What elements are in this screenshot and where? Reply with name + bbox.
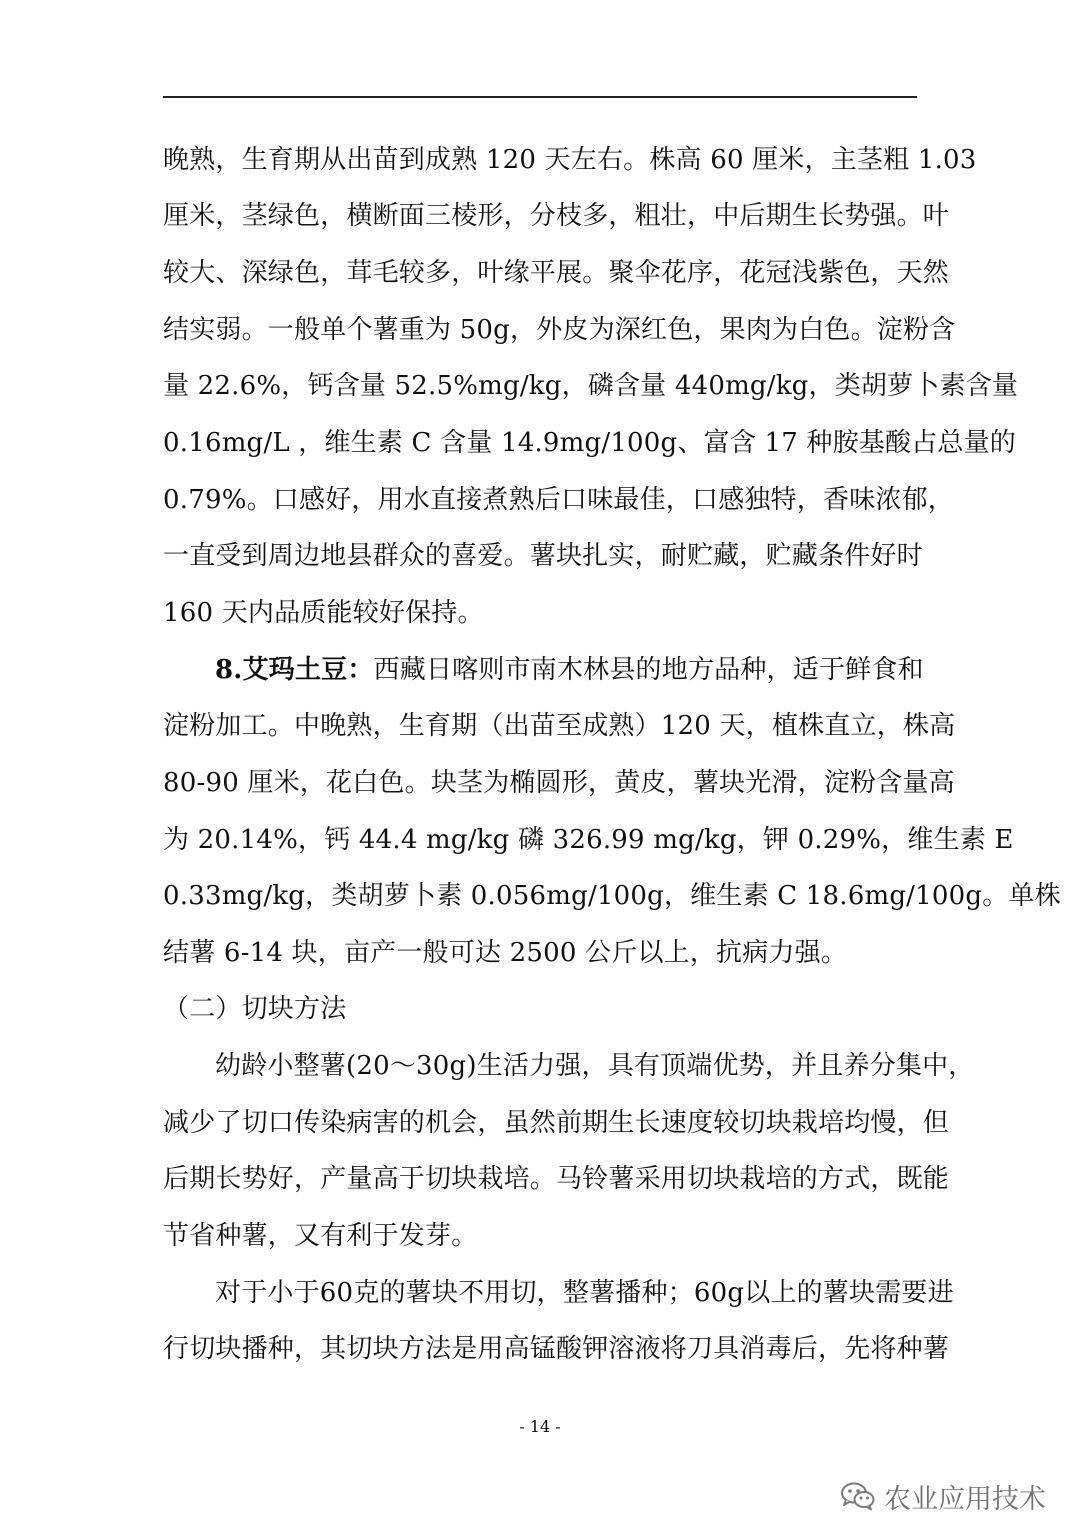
text-line: 淀粉加工。中晚熟，生育期（出苗至成熟）120 天，植株直立，株高 — [163, 711, 956, 741]
text-line: 减少了切口传染病害的机会，虽然前期生长速度较切块栽培均慢，但 — [163, 1108, 950, 1138]
text-line: 行切块播种，其切块方法是用高锰酸钾溶液将刀具消毒后，先将种薯 — [163, 1334, 950, 1364]
subheading: （二）切块方法 — [163, 994, 347, 1024]
text-line: 后期长势好，产量高于切块栽培。马铃薯采用切块栽培的方式，既能 — [163, 1164, 950, 1194]
section-8-intro: 西藏日喀则市南木林县的地方品种，适于鲜食和 — [373, 655, 924, 685]
text-line: 0.79%。口感好，用水直接煮熟后口味最佳，口感独特，香味浓郁， — [163, 485, 954, 515]
section-8-title: 8.艾玛土豆： — [215, 655, 374, 685]
text-line: 幼龄小整薯(20～30g)生活力强，具有顶端优势，并且养分集中， — [215, 1051, 975, 1081]
text-line: 160 天内品质能较好保持。 — [163, 598, 484, 628]
text-line: 对于小于60克的薯块不用切，整薯播种；60g以上的薯块需要进 — [215, 1278, 954, 1308]
text-line: 晚熟，生育期从出苗到成熟 120 天左右。株高 60 厘米，主茎粗 1.03 — [163, 145, 977, 175]
text-line: 厘米，茎绿色，横断面三棱形，分枝多，粗壮，中后期生长势强。叶 — [163, 201, 950, 231]
watermark — [840, 1479, 1046, 1513]
text-line: 为 20.14%，钙 44.4 mg/kg 磷 326.99 mg/kg，钾 0.29%，维生素 E — [163, 825, 1014, 855]
text-line: 节省种薯，又有利于发芽。 — [163, 1221, 478, 1251]
text-line: 80-90 厘米，花白色。块茎为椭圆形，黄皮，薯块光滑，淀粉含量高 — [163, 768, 955, 798]
page-number: - 14 - — [519, 1417, 561, 1436]
text-line: 0.33mg/kg，类胡萝卜素 0.056mg/100g，维生素 C 18.6mg/100g。单株 — [163, 881, 1061, 911]
watermark-text: 农业应用技术 — [884, 1483, 1046, 1515]
text-line: 一直受到周边地县群众的喜爱。薯块扎实，耐贮藏，贮藏条件好时 — [163, 541, 923, 571]
text-line: 结薯 6-14 块，亩产一般可达 2500 公斤以上，抗病力强。 — [163, 938, 848, 968]
wechat-icon — [840, 1481, 876, 1511]
text-line: 量 22.6%，钙含量 52.5%mg/kg，磷含量 440mg/kg，类胡萝卜素含量 — [163, 371, 1019, 401]
text-line: 0.16mg/L ，维生素 C 含量 14.9mg/100g、富含 17 种胺基酸占总量的 — [163, 428, 1016, 458]
header-rule — [163, 96, 917, 98]
section-8-first-line — [215, 650, 924, 690]
text-line: 结实弱。一般单个薯重为 50g，外皮为深红色，果肉为白色。淀粉含 — [163, 315, 956, 345]
text-line: 较大、深绿色，茸毛较多，叶缘平展。聚伞花序，花冠浅紫色，天然 — [163, 258, 950, 288]
